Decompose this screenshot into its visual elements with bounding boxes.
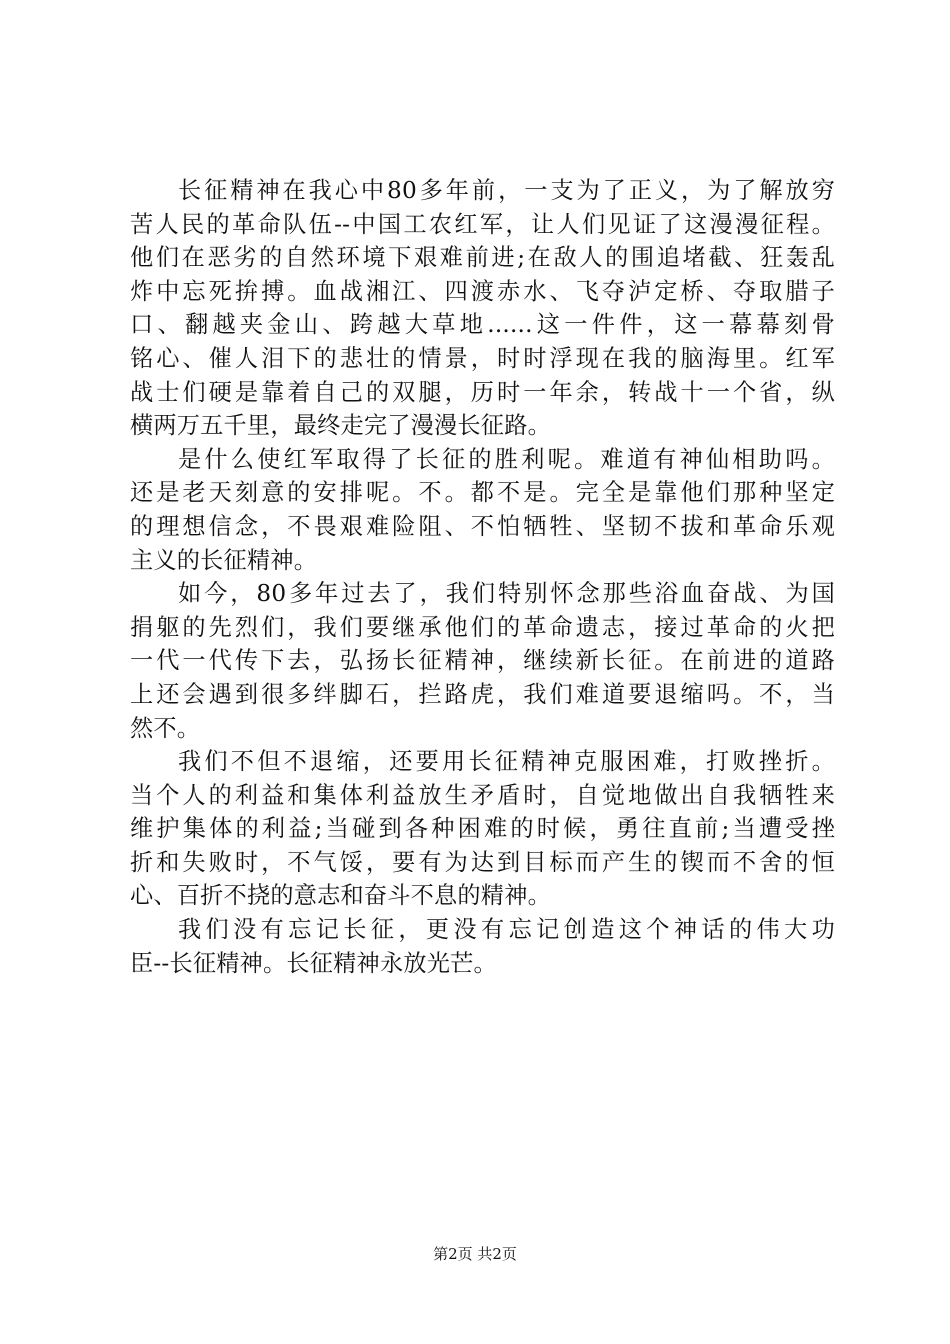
paragraph-line: 的理想信念，不畏艰难险阻、不怕牺牲、坚韧不拔和革命乐观 [130, 512, 835, 540]
paragraph-line: 折和失败时，不气馁，要有为达到目标而产生的锲而不舍的恒 [130, 848, 835, 876]
document-body [130, 174, 835, 980]
paragraph-line: 长征精神在我心中80多年前，一支为了正义，为了解放穷 [178, 177, 835, 204]
paragraph-line: 上还会遇到很多绊脚石，拦路虎，我们难道要退缩吗。不，当 [130, 680, 835, 708]
page-footer [0, 1243, 950, 1265]
paragraph-line: 苦人民的革命队伍--中国工农红军，让人们见证了这漫漫征程。 [130, 210, 835, 238]
page-number-label: 第2页 共2页 [433, 1245, 517, 1263]
paragraph-line: 口、翻越夹金山、跨越大草地......这一件件，这一幕幕刻骨 [130, 311, 835, 339]
paragraph-line: 一代一代传下去，弘扬长征精神，继续新长征。在前进的道路 [130, 647, 835, 675]
paragraph-line: 铭心、催人泪下的悲壮的情景，时时浮现在我的脑海里。红军 [130, 344, 835, 372]
paragraph-line: 他们在恶劣的自然环境下艰难前进;在敌人的围追堵截、狂轰乱 [130, 244, 835, 272]
paragraph-4 [130, 745, 835, 913]
paragraph-line: 我们不但不退缩，还要用长征精神克服困难，打败挫折。 [178, 748, 835, 776]
paragraph-line: 臣--长征精神。长征精神永放光芒。 [130, 949, 497, 977]
paragraph-line: 如今，80多年过去了，我们特别怀念那些浴血奋战、为国 [178, 580, 835, 608]
paragraph-line: 还是老天刻意的安排呢。不。都不是。完全是靠他们那种坚定 [130, 479, 835, 507]
paragraph-line: 我们没有忘记长征，更没有忘记创造这个神话的伟大功 [178, 916, 835, 944]
paragraph-line: 战士们硬是靠着自己的双腿，历时一年余，转战十一个省，纵 [130, 378, 835, 406]
paragraph-line: 心、百折不挠的意志和奋斗不息的精神。 [130, 882, 551, 910]
paragraph-line: 是什么使红军取得了长征的胜利呢。难道有神仙相助吗。 [178, 445, 835, 473]
paragraph-line: 捐躯的先烈们，我们要继承他们的革命遗志，接过革命的火把 [130, 613, 835, 641]
paragraph-line: 炸中忘死拚搏。血战湘江、四渡赤水、飞夺泸定桥、夺取腊子 [130, 277, 835, 305]
paragraph-2 [130, 443, 835, 577]
paragraph-line: 主义的长征精神。 [130, 546, 318, 574]
paragraph-line: 维护集体的利益;当碰到各种困难的时候，勇往直前;当遭受挫 [130, 815, 835, 843]
paragraph-5 [130, 913, 835, 980]
paragraph-line: 然不。 [130, 714, 201, 742]
paragraph-3 [130, 577, 835, 745]
paragraph-line: 当个人的利益和集体利益放生矛盾时，自觉地做出自我牺牲来 [130, 781, 835, 809]
paragraph-1 [130, 174, 835, 443]
paragraph-line: 横两万五千里，最终走完了漫漫长征路。 [130, 412, 551, 440]
